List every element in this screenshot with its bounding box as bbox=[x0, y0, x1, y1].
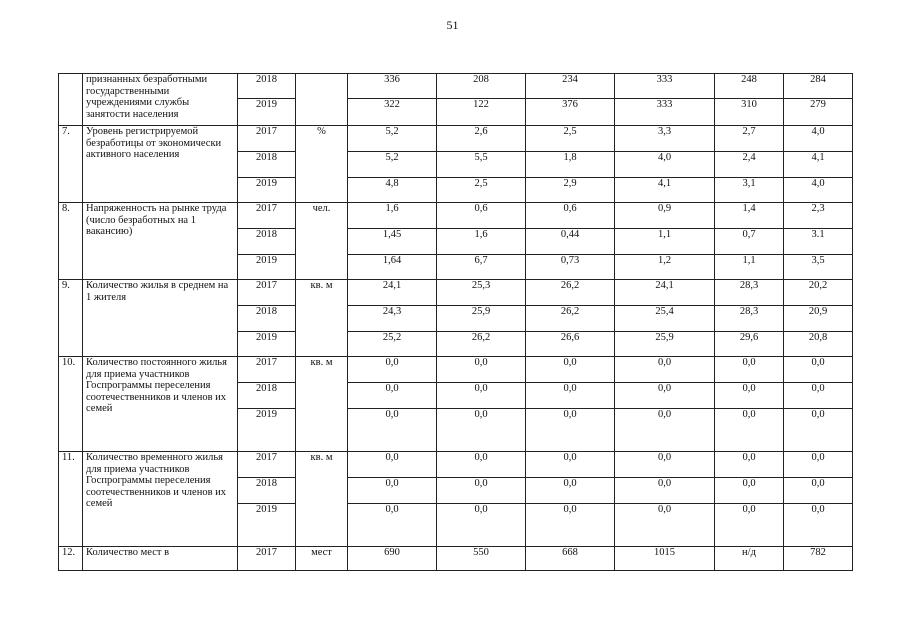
value-cell: 0,0 bbox=[715, 452, 784, 478]
year-cell: 2019 bbox=[238, 99, 296, 126]
value-cell: 0,0 bbox=[615, 383, 715, 409]
value-cell: 0,0 bbox=[348, 478, 437, 504]
value-cell: 1,45 bbox=[348, 229, 437, 255]
value-cell: 2,4 bbox=[715, 152, 784, 178]
value-cell: 0,0 bbox=[715, 357, 784, 383]
row-number: 7. bbox=[59, 126, 83, 203]
value-cell: 4,1 bbox=[784, 152, 853, 178]
value-cell: 1,2 bbox=[615, 255, 715, 280]
year-cell: 2018 bbox=[238, 383, 296, 409]
value-cell: 690 bbox=[348, 547, 437, 571]
value-cell: 0,0 bbox=[437, 357, 526, 383]
value-cell: 0,7 bbox=[715, 229, 784, 255]
year-cell: 2018 bbox=[238, 478, 296, 504]
value-cell: 20,2 bbox=[784, 280, 853, 306]
value-cell: 1015 bbox=[615, 547, 715, 571]
value-cell: 26,2 bbox=[526, 280, 615, 306]
unit-cell: кв. м bbox=[296, 280, 348, 357]
statistics-table bbox=[58, 73, 853, 571]
value-cell: 24,1 bbox=[348, 280, 437, 306]
value-cell: 25,4 bbox=[615, 306, 715, 332]
value-cell: 26,2 bbox=[526, 306, 615, 332]
year-cell: 2019 bbox=[238, 332, 296, 357]
value-cell: 2,5 bbox=[526, 126, 615, 152]
value-cell: 336 bbox=[348, 74, 437, 99]
value-cell: 3,3 bbox=[615, 126, 715, 152]
value-cell: 20,9 bbox=[784, 306, 853, 332]
year-cell: 2019 bbox=[238, 504, 296, 547]
row-number bbox=[59, 74, 83, 126]
indicator-name: Количество жилья в среднем на 1 жителя bbox=[83, 280, 238, 357]
value-cell: 26,2 bbox=[437, 332, 526, 357]
value-cell: 4,8 bbox=[348, 178, 437, 203]
indicator-name: Уровень регистрируемой безработицы от экономически активного населения bbox=[83, 126, 238, 203]
value-cell: 5,2 bbox=[348, 152, 437, 178]
page-number: 51 bbox=[446, 18, 459, 32]
value-cell: 2,7 bbox=[715, 126, 784, 152]
value-cell: 0,0 bbox=[526, 383, 615, 409]
value-cell: 782 bbox=[784, 547, 853, 571]
value-cell: 322 bbox=[348, 99, 437, 126]
table-body bbox=[59, 74, 853, 571]
value-cell: 0,0 bbox=[348, 357, 437, 383]
value-cell: 0,6 bbox=[526, 203, 615, 229]
value-cell: 333 bbox=[615, 99, 715, 126]
value-cell: 0,0 bbox=[615, 504, 715, 547]
value-cell: 3,5 bbox=[784, 255, 853, 280]
table-row bbox=[59, 452, 853, 478]
value-cell: 0,44 bbox=[526, 229, 615, 255]
value-cell: 0,0 bbox=[437, 504, 526, 547]
value-cell: 0,0 bbox=[526, 478, 615, 504]
value-cell: 1,6 bbox=[348, 203, 437, 229]
value-cell: 248 bbox=[715, 74, 784, 99]
year-cell: 2018 bbox=[238, 306, 296, 332]
unit-cell: кв. м bbox=[296, 452, 348, 547]
value-cell: 0,0 bbox=[348, 504, 437, 547]
value-cell: 2,9 bbox=[526, 178, 615, 203]
value-cell: 0,0 bbox=[348, 383, 437, 409]
unit-cell: чел. bbox=[296, 203, 348, 280]
value-cell: 4,0 bbox=[784, 126, 853, 152]
value-cell: 6,7 bbox=[437, 255, 526, 280]
value-cell: 376 bbox=[526, 99, 615, 126]
unit-cell: % bbox=[296, 126, 348, 203]
year-cell: 2017 bbox=[238, 280, 296, 306]
value-cell: 0,0 bbox=[615, 409, 715, 452]
value-cell: 284 bbox=[784, 74, 853, 99]
value-cell: 0,0 bbox=[615, 452, 715, 478]
table-row bbox=[59, 547, 853, 571]
value-cell: 0,0 bbox=[715, 409, 784, 452]
value-cell: 0,73 bbox=[526, 255, 615, 280]
value-cell: 4,1 bbox=[615, 178, 715, 203]
value-cell: 0,0 bbox=[437, 409, 526, 452]
value-cell: 0,0 bbox=[526, 504, 615, 547]
year-cell: 2018 bbox=[238, 152, 296, 178]
value-cell: 0,0 bbox=[784, 504, 853, 547]
value-cell: 0,0 bbox=[715, 504, 784, 547]
value-cell: н/д bbox=[715, 547, 784, 571]
value-cell: 26,6 bbox=[526, 332, 615, 357]
value-cell: 25,9 bbox=[615, 332, 715, 357]
year-cell: 2017 bbox=[238, 452, 296, 478]
table-row bbox=[59, 357, 853, 383]
year-cell: 2017 bbox=[238, 547, 296, 571]
value-cell: 25,3 bbox=[437, 280, 526, 306]
row-number: 8. bbox=[59, 203, 83, 280]
value-cell: 0,0 bbox=[784, 452, 853, 478]
value-cell: 4,0 bbox=[615, 152, 715, 178]
value-cell: 25,2 bbox=[348, 332, 437, 357]
value-cell: 3,1 bbox=[715, 178, 784, 203]
unit-cell bbox=[296, 74, 348, 126]
value-cell: 208 bbox=[437, 74, 526, 99]
unit-cell: мест bbox=[296, 547, 348, 571]
value-cell: 2,5 bbox=[437, 178, 526, 203]
value-cell: 0,0 bbox=[437, 383, 526, 409]
value-cell: 550 bbox=[437, 547, 526, 571]
value-cell: 0,0 bbox=[615, 357, 715, 383]
value-cell: 0,0 bbox=[437, 478, 526, 504]
value-cell: 24,1 bbox=[615, 280, 715, 306]
row-number: 12. bbox=[59, 547, 83, 571]
value-cell: 3.1 bbox=[784, 229, 853, 255]
value-cell: 0,0 bbox=[715, 478, 784, 504]
year-cell: 2018 bbox=[238, 74, 296, 99]
indicator-name: Напряженность на рынке труда (число безработных на 1 вакансию) bbox=[83, 203, 238, 280]
value-cell: 4,0 bbox=[784, 178, 853, 203]
value-cell: 0,0 bbox=[348, 452, 437, 478]
unit-cell: кв. м bbox=[296, 357, 348, 452]
value-cell: 24,3 bbox=[348, 306, 437, 332]
row-number: 11. bbox=[59, 452, 83, 547]
value-cell: 668 bbox=[526, 547, 615, 571]
value-cell: 0,0 bbox=[784, 409, 853, 452]
value-cell: 20,8 bbox=[784, 332, 853, 357]
value-cell: 0,6 bbox=[437, 203, 526, 229]
year-cell: 2017 bbox=[238, 126, 296, 152]
value-cell: 122 bbox=[437, 99, 526, 126]
value-cell: 0,9 bbox=[615, 203, 715, 229]
value-cell: 234 bbox=[526, 74, 615, 99]
indicator-name: признанных безработными государственными учреждениями службы занятости населения bbox=[83, 74, 238, 126]
table-row bbox=[59, 280, 853, 306]
value-cell: 1,64 bbox=[348, 255, 437, 280]
value-cell: 310 bbox=[715, 99, 784, 126]
value-cell: 0,0 bbox=[784, 478, 853, 504]
value-cell: 0,0 bbox=[784, 383, 853, 409]
value-cell: 0,0 bbox=[715, 383, 784, 409]
value-cell: 0,0 bbox=[348, 409, 437, 452]
value-cell: 0,0 bbox=[526, 409, 615, 452]
year-cell: 2017 bbox=[238, 203, 296, 229]
table-row bbox=[59, 126, 853, 152]
value-cell: 0,0 bbox=[526, 452, 615, 478]
value-cell: 2,6 bbox=[437, 126, 526, 152]
table-row bbox=[59, 74, 853, 99]
value-cell: 28,3 bbox=[715, 306, 784, 332]
value-cell: 0,0 bbox=[784, 357, 853, 383]
value-cell: 0,0 bbox=[615, 478, 715, 504]
value-cell: 29,6 bbox=[715, 332, 784, 357]
table-row bbox=[59, 203, 853, 229]
row-number: 9. bbox=[59, 280, 83, 357]
value-cell: 28,3 bbox=[715, 280, 784, 306]
value-cell: 1,6 bbox=[437, 229, 526, 255]
value-cell: 333 bbox=[615, 74, 715, 99]
year-cell: 2019 bbox=[238, 255, 296, 280]
value-cell: 2,3 bbox=[784, 203, 853, 229]
year-cell: 2019 bbox=[238, 409, 296, 452]
value-cell: 1,1 bbox=[615, 229, 715, 255]
year-cell: 2019 bbox=[238, 178, 296, 203]
year-cell: 2017 bbox=[238, 357, 296, 383]
year-cell: 2018 bbox=[238, 229, 296, 255]
indicator-name: Количество мест в bbox=[83, 547, 238, 571]
value-cell: 1,8 bbox=[526, 152, 615, 178]
value-cell: 1,1 bbox=[715, 255, 784, 280]
value-cell: 5,2 bbox=[348, 126, 437, 152]
value-cell: 25,9 bbox=[437, 306, 526, 332]
value-cell: 279 bbox=[784, 99, 853, 126]
value-cell: 1,4 bbox=[715, 203, 784, 229]
value-cell: 5,5 bbox=[437, 152, 526, 178]
indicator-name: Количество постоянного жилья для приема участников Госпрограммы переселения соотечественников и членов их семей bbox=[83, 357, 238, 452]
value-cell: 0,0 bbox=[526, 357, 615, 383]
indicator-name: Количество временного жилья для приема участников Госпрограммы переселения соотечественников и членов их семей bbox=[83, 452, 238, 547]
value-cell: 0,0 bbox=[437, 452, 526, 478]
row-number: 10. bbox=[59, 357, 83, 452]
